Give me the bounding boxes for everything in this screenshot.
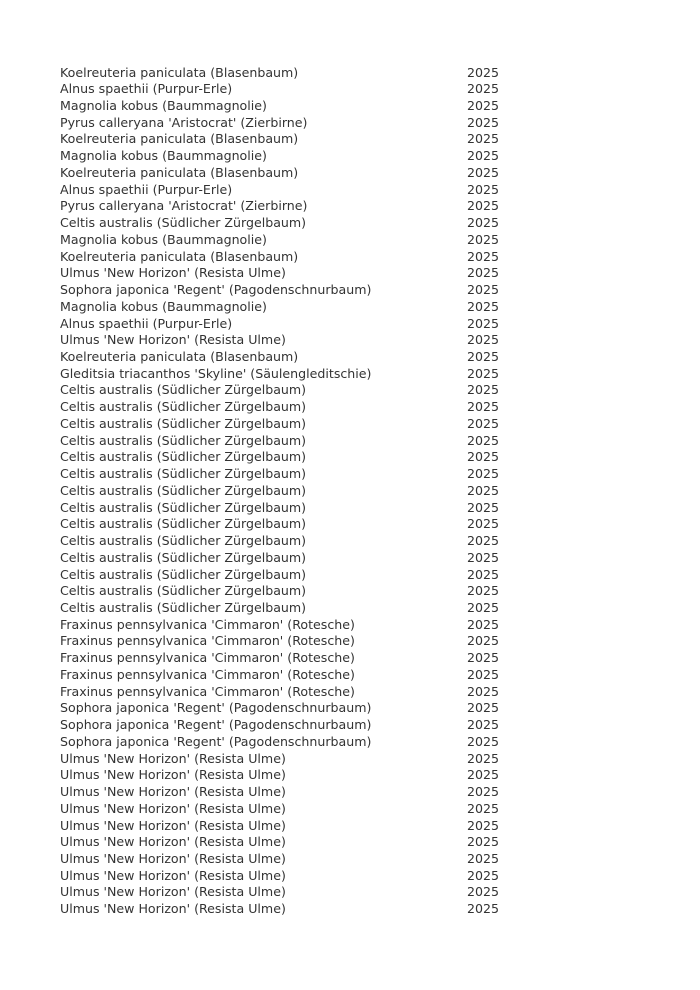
- table-row: [0, 784, 700, 801]
- planting-year: 2025: [467, 650, 500, 666]
- table-row: [0, 667, 700, 684]
- table-row: [0, 449, 700, 466]
- species-name: Celtis australis (Südlicher Zürgelbaum): [60, 399, 307, 415]
- species-name: Koelreuteria paniculata (Blasenbaum): [60, 131, 299, 147]
- table-row: [0, 533, 700, 550]
- table-row: [0, 567, 700, 584]
- table-row: [0, 466, 700, 483]
- table-row: [0, 767, 700, 784]
- planting-year: 2025: [467, 298, 500, 314]
- table-row: [0, 868, 700, 885]
- species-name: Fraxinus pennsylvanica 'Cimmaron' (Rotesche): [60, 683, 355, 699]
- species-name: Celtis australis (Südlicher Zürgelbaum): [60, 600, 307, 615]
- planting-year: 2025: [467, 282, 500, 298]
- species-name: Sophora japonica 'Regent' (Pagodenschnurbaum): [60, 717, 372, 733]
- table-row: [0, 851, 700, 868]
- species-name: Ulmus 'New Horizon' (Resista Ulme): [60, 901, 286, 917]
- species-name: Fraxinus pennsylvanica 'Cimmaron' (Rotesche): [60, 650, 355, 666]
- planting-year: 2025: [467, 181, 500, 197]
- planting-year: 2025: [467, 215, 500, 231]
- species-name: Celtis australis (Südlicher Zürgelbaum): [60, 566, 307, 582]
- tree-species-table: [0, 65, 700, 918]
- species-name: Gleditsia triacanthos 'Skyline' (Säulengleditschie): [60, 365, 372, 381]
- species-name: Magnolia kobus (Baummagnolie): [60, 97, 267, 113]
- table-row: [0, 115, 700, 132]
- table-row: [0, 215, 700, 232]
- planting-year: 2025: [467, 365, 500, 381]
- species-name: Alnus spaethii (Purpur-Erle): [60, 181, 233, 197]
- table-row: [0, 617, 700, 634]
- species-name: Ulmus 'New Horizon' (Resista Ulme): [60, 800, 286, 816]
- planting-year: 2025: [467, 265, 500, 281]
- species-name: Ulmus 'New Horizon' (Resista Ulme): [60, 767, 286, 783]
- table-row: [0, 366, 700, 383]
- table-row: [0, 349, 700, 366]
- table-row: [0, 516, 700, 533]
- species-name: Fraxinus pennsylvanica 'Cimmaron' (Rotesche): [60, 633, 355, 649]
- table-row: [0, 500, 700, 517]
- table-row: [0, 148, 700, 165]
- planting-year: 2025: [467, 499, 500, 515]
- table-row: [0, 801, 700, 818]
- planting-year: 2025: [467, 600, 500, 615]
- species-name: Celtis australis (Südlicher Zürgelbaum): [60, 583, 307, 599]
- table-row: [0, 600, 700, 617]
- planting-year: 2025: [467, 767, 500, 783]
- species-name: Celtis australis (Südlicher Zürgelbaum): [60, 382, 307, 398]
- planting-year: 2025: [467, 97, 500, 113]
- species-name: Ulmus 'New Horizon' (Resista Ulme): [60, 817, 286, 833]
- planting-year: 2025: [467, 81, 500, 97]
- table-row: [0, 583, 700, 600]
- table-row: [0, 433, 700, 450]
- planting-year: 2025: [467, 415, 500, 431]
- table-row: [0, 81, 700, 98]
- species-name: Sophora japonica 'Regent' (Pagodenschnurbaum): [60, 282, 372, 298]
- species-name: Magnolia kobus (Baummagnolie): [60, 231, 267, 247]
- planting-year: 2025: [467, 817, 500, 833]
- planting-year: 2025: [467, 315, 500, 331]
- planting-year: 2025: [467, 700, 500, 716]
- species-name: Ulmus 'New Horizon' (Resista Ulme): [60, 851, 286, 867]
- table-row: [0, 633, 700, 650]
- planting-year: 2025: [467, 148, 500, 164]
- planting-year: 2025: [467, 198, 500, 214]
- species-name: Koelreuteria paniculata (Blasenbaum): [60, 348, 299, 364]
- species-name: Ulmus 'New Horizon' (Resista Ulme): [60, 884, 286, 900]
- planting-year: 2025: [467, 566, 500, 582]
- species-name: Sophora japonica 'Regent' (Pagodenschnurbaum): [60, 733, 372, 749]
- table-row: [0, 182, 700, 199]
- species-name: Celtis australis (Südlicher Zürgelbaum): [60, 482, 307, 498]
- species-name: Pyrus calleryana 'Aristocrat' (Zierbirne): [60, 114, 308, 130]
- planting-year: 2025: [467, 64, 500, 80]
- table-row: [0, 684, 700, 701]
- planting-year: 2025: [467, 901, 500, 917]
- species-name: Koelreuteria paniculata (Blasenbaum): [60, 164, 299, 180]
- table-row: [0, 834, 700, 851]
- species-name: Celtis australis (Südlicher Zürgelbaum): [60, 432, 307, 448]
- species-name: Celtis australis (Südlicher Zürgelbaum): [60, 415, 307, 431]
- table-row: [0, 249, 700, 266]
- table-row: [0, 316, 700, 333]
- table-row: [0, 382, 700, 399]
- planting-year: 2025: [467, 884, 500, 900]
- table-row: [0, 734, 700, 751]
- planting-year: 2025: [467, 666, 500, 682]
- planting-year: 2025: [467, 733, 500, 749]
- species-name: Fraxinus pennsylvanica 'Cimmaron' (Rotesche): [60, 616, 355, 632]
- species-name: Pyrus calleryana 'Aristocrat' (Zierbirne): [60, 198, 308, 214]
- species-name: Celtis australis (Südlicher Zürgelbaum): [60, 549, 307, 565]
- planting-year: 2025: [467, 549, 500, 565]
- planting-year: 2025: [467, 164, 500, 180]
- planting-year: 2025: [467, 248, 500, 264]
- planting-year: 2025: [467, 482, 500, 498]
- table-row: [0, 751, 700, 768]
- species-name: Celtis australis (Südlicher Zürgelbaum): [60, 499, 307, 515]
- species-name: Ulmus 'New Horizon' (Resista Ulme): [60, 867, 286, 883]
- table-row: [0, 717, 700, 734]
- planting-year: 2025: [467, 851, 500, 867]
- species-name: Koelreuteria paniculata (Blasenbaum): [60, 64, 299, 80]
- table-row: [0, 232, 700, 249]
- table-row: [0, 299, 700, 316]
- table-row: [0, 131, 700, 148]
- species-name: Sophora japonica 'Regent' (Pagodenschnurbaum): [60, 700, 372, 716]
- species-name: Celtis australis (Südlicher Zürgelbaum): [60, 516, 307, 532]
- table-row: [0, 700, 700, 717]
- species-name: Ulmus 'New Horizon' (Resista Ulme): [60, 834, 286, 850]
- species-name: Celtis australis (Südlicher Zürgelbaum): [60, 466, 307, 482]
- table-row: [0, 282, 700, 299]
- planting-year: 2025: [467, 834, 500, 850]
- planting-year: 2025: [467, 114, 500, 130]
- species-name: Alnus spaethii (Purpur-Erle): [60, 315, 233, 331]
- species-name: Ulmus 'New Horizon' (Resista Ulme): [60, 784, 286, 800]
- planting-year: 2025: [467, 750, 500, 766]
- table-row: [0, 332, 700, 349]
- table-row: [0, 650, 700, 667]
- planting-year: 2025: [467, 348, 500, 364]
- species-name: Fraxinus pennsylvanica 'Cimmaron' (Rotesche): [60, 666, 355, 682]
- table-row: [0, 901, 700, 918]
- planting-year: 2025: [467, 616, 500, 632]
- planting-year: 2025: [467, 867, 500, 883]
- species-name: Ulmus 'New Horizon' (Resista Ulme): [60, 750, 286, 766]
- planting-year: 2025: [467, 800, 500, 816]
- species-name: Ulmus 'New Horizon' (Resista Ulme): [60, 265, 286, 281]
- planting-year: 2025: [467, 633, 500, 649]
- planting-year: 2025: [467, 683, 500, 699]
- table-row: [0, 483, 700, 500]
- planting-year: 2025: [467, 784, 500, 800]
- planting-year: 2025: [467, 399, 500, 415]
- table-row: [0, 98, 700, 115]
- species-name: Celtis australis (Südlicher Zürgelbaum): [60, 215, 307, 231]
- planting-year: 2025: [467, 131, 500, 147]
- planting-year: 2025: [467, 449, 500, 465]
- table-row: [0, 65, 700, 82]
- table-row: [0, 198, 700, 215]
- table-row: [0, 818, 700, 835]
- planting-year: 2025: [467, 533, 500, 549]
- table-row: [0, 165, 700, 182]
- planting-year: 2025: [467, 583, 500, 599]
- species-name: Celtis australis (Südlicher Zürgelbaum): [60, 449, 307, 465]
- table-row: [0, 884, 700, 901]
- table-row: [0, 399, 700, 416]
- table-row: [0, 416, 700, 433]
- species-name: Alnus spaethii (Purpur-Erle): [60, 81, 233, 97]
- species-name: Magnolia kobus (Baummagnolie): [60, 148, 267, 164]
- species-name: Koelreuteria paniculata (Blasenbaum): [60, 248, 299, 264]
- planting-year: 2025: [467, 516, 500, 532]
- planting-year: 2025: [467, 717, 500, 733]
- planting-year: 2025: [467, 466, 500, 482]
- planting-year: 2025: [467, 231, 500, 247]
- planting-year: 2025: [467, 382, 500, 398]
- species-name: Celtis australis (Südlicher Zürgelbaum): [60, 533, 307, 549]
- table-row: [0, 550, 700, 567]
- table-row: [0, 265, 700, 282]
- species-name: Ulmus 'New Horizon' (Resista Ulme): [60, 332, 286, 348]
- planting-year: 2025: [467, 332, 500, 348]
- planting-year: 2025: [467, 432, 500, 448]
- species-name: Magnolia kobus (Baummagnolie): [60, 298, 267, 314]
